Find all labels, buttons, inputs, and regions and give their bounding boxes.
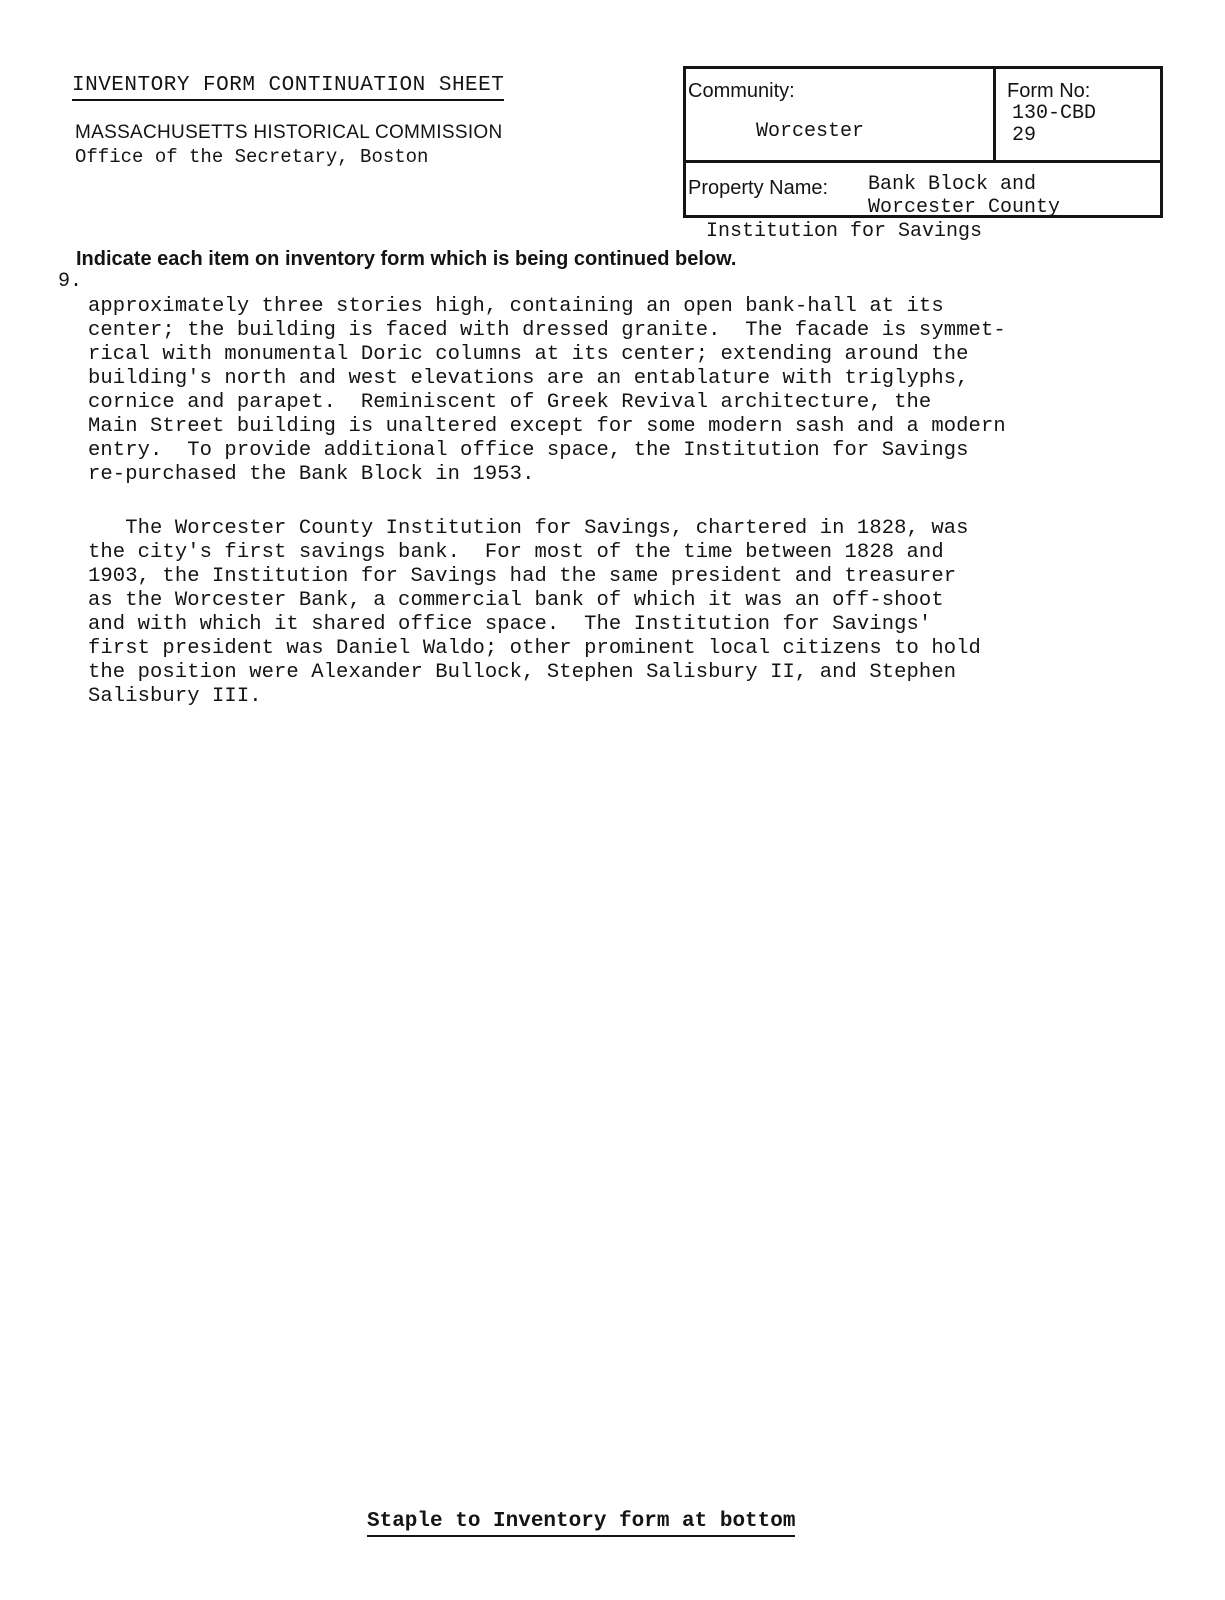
property-name-value-continued: Institution for Savings bbox=[706, 220, 983, 243]
box-divider-horizontal bbox=[683, 160, 1163, 163]
item-number: 9. bbox=[58, 270, 83, 293]
community-label: Community: bbox=[688, 80, 795, 102]
office-line: Office of the Secretary, Boston bbox=[75, 146, 429, 168]
community-value: Worcester bbox=[756, 120, 865, 143]
property-name-label: Property Name: bbox=[688, 177, 829, 199]
paragraph-history: The Worcester County Institution for Savings, chartered in 1828, was the city's first savings bank. For most of the time between 1828 and 1903, the Institution for Savings had the same president and treasurer as the Worcester Bank, a commercial bank of which it was an off-shoot and with which it shared office space. The Institution for Savings' first president was Daniel Waldo; other prominent local citizens to hold the position were Alexander Bullock, Stephen Salisbury II, and Stephen Salisbury III. bbox=[88, 517, 981, 708]
form-no-label: Form No: bbox=[1007, 80, 1091, 102]
paragraph-description: approximately three stories high, containing an open bank-hall at its center; the building is faced with dressed granite. The facade is symmet- rical with monumental Doric columns at its center; extending around the building's north and west elevations are an entablature with triglyphs, cornice and parapet. Reminiscent of Greek Revival architecture, the Main Street building is unaltered except for some modern sash and a modern entry. To provide additional office space, the Institution for Savings re-purchased the Bank Block in 1953. bbox=[88, 295, 1006, 486]
commission-name: MASSACHUSETTS HISTORICAL COMMISSION bbox=[75, 122, 503, 143]
box-divider-vertical bbox=[993, 66, 996, 162]
staple-note: Staple to Inventory form at bottom bbox=[367, 1510, 795, 1537]
property-name-value: Bank Block and Worcester County bbox=[868, 173, 1061, 219]
form-no-value: 130-CBD 29 bbox=[1012, 102, 1097, 147]
instruction-line: Indicate each item on inventory form which is being continued below. bbox=[76, 248, 737, 270]
sheet-title: INVENTORY FORM CONTINUATION SHEET bbox=[72, 74, 504, 101]
